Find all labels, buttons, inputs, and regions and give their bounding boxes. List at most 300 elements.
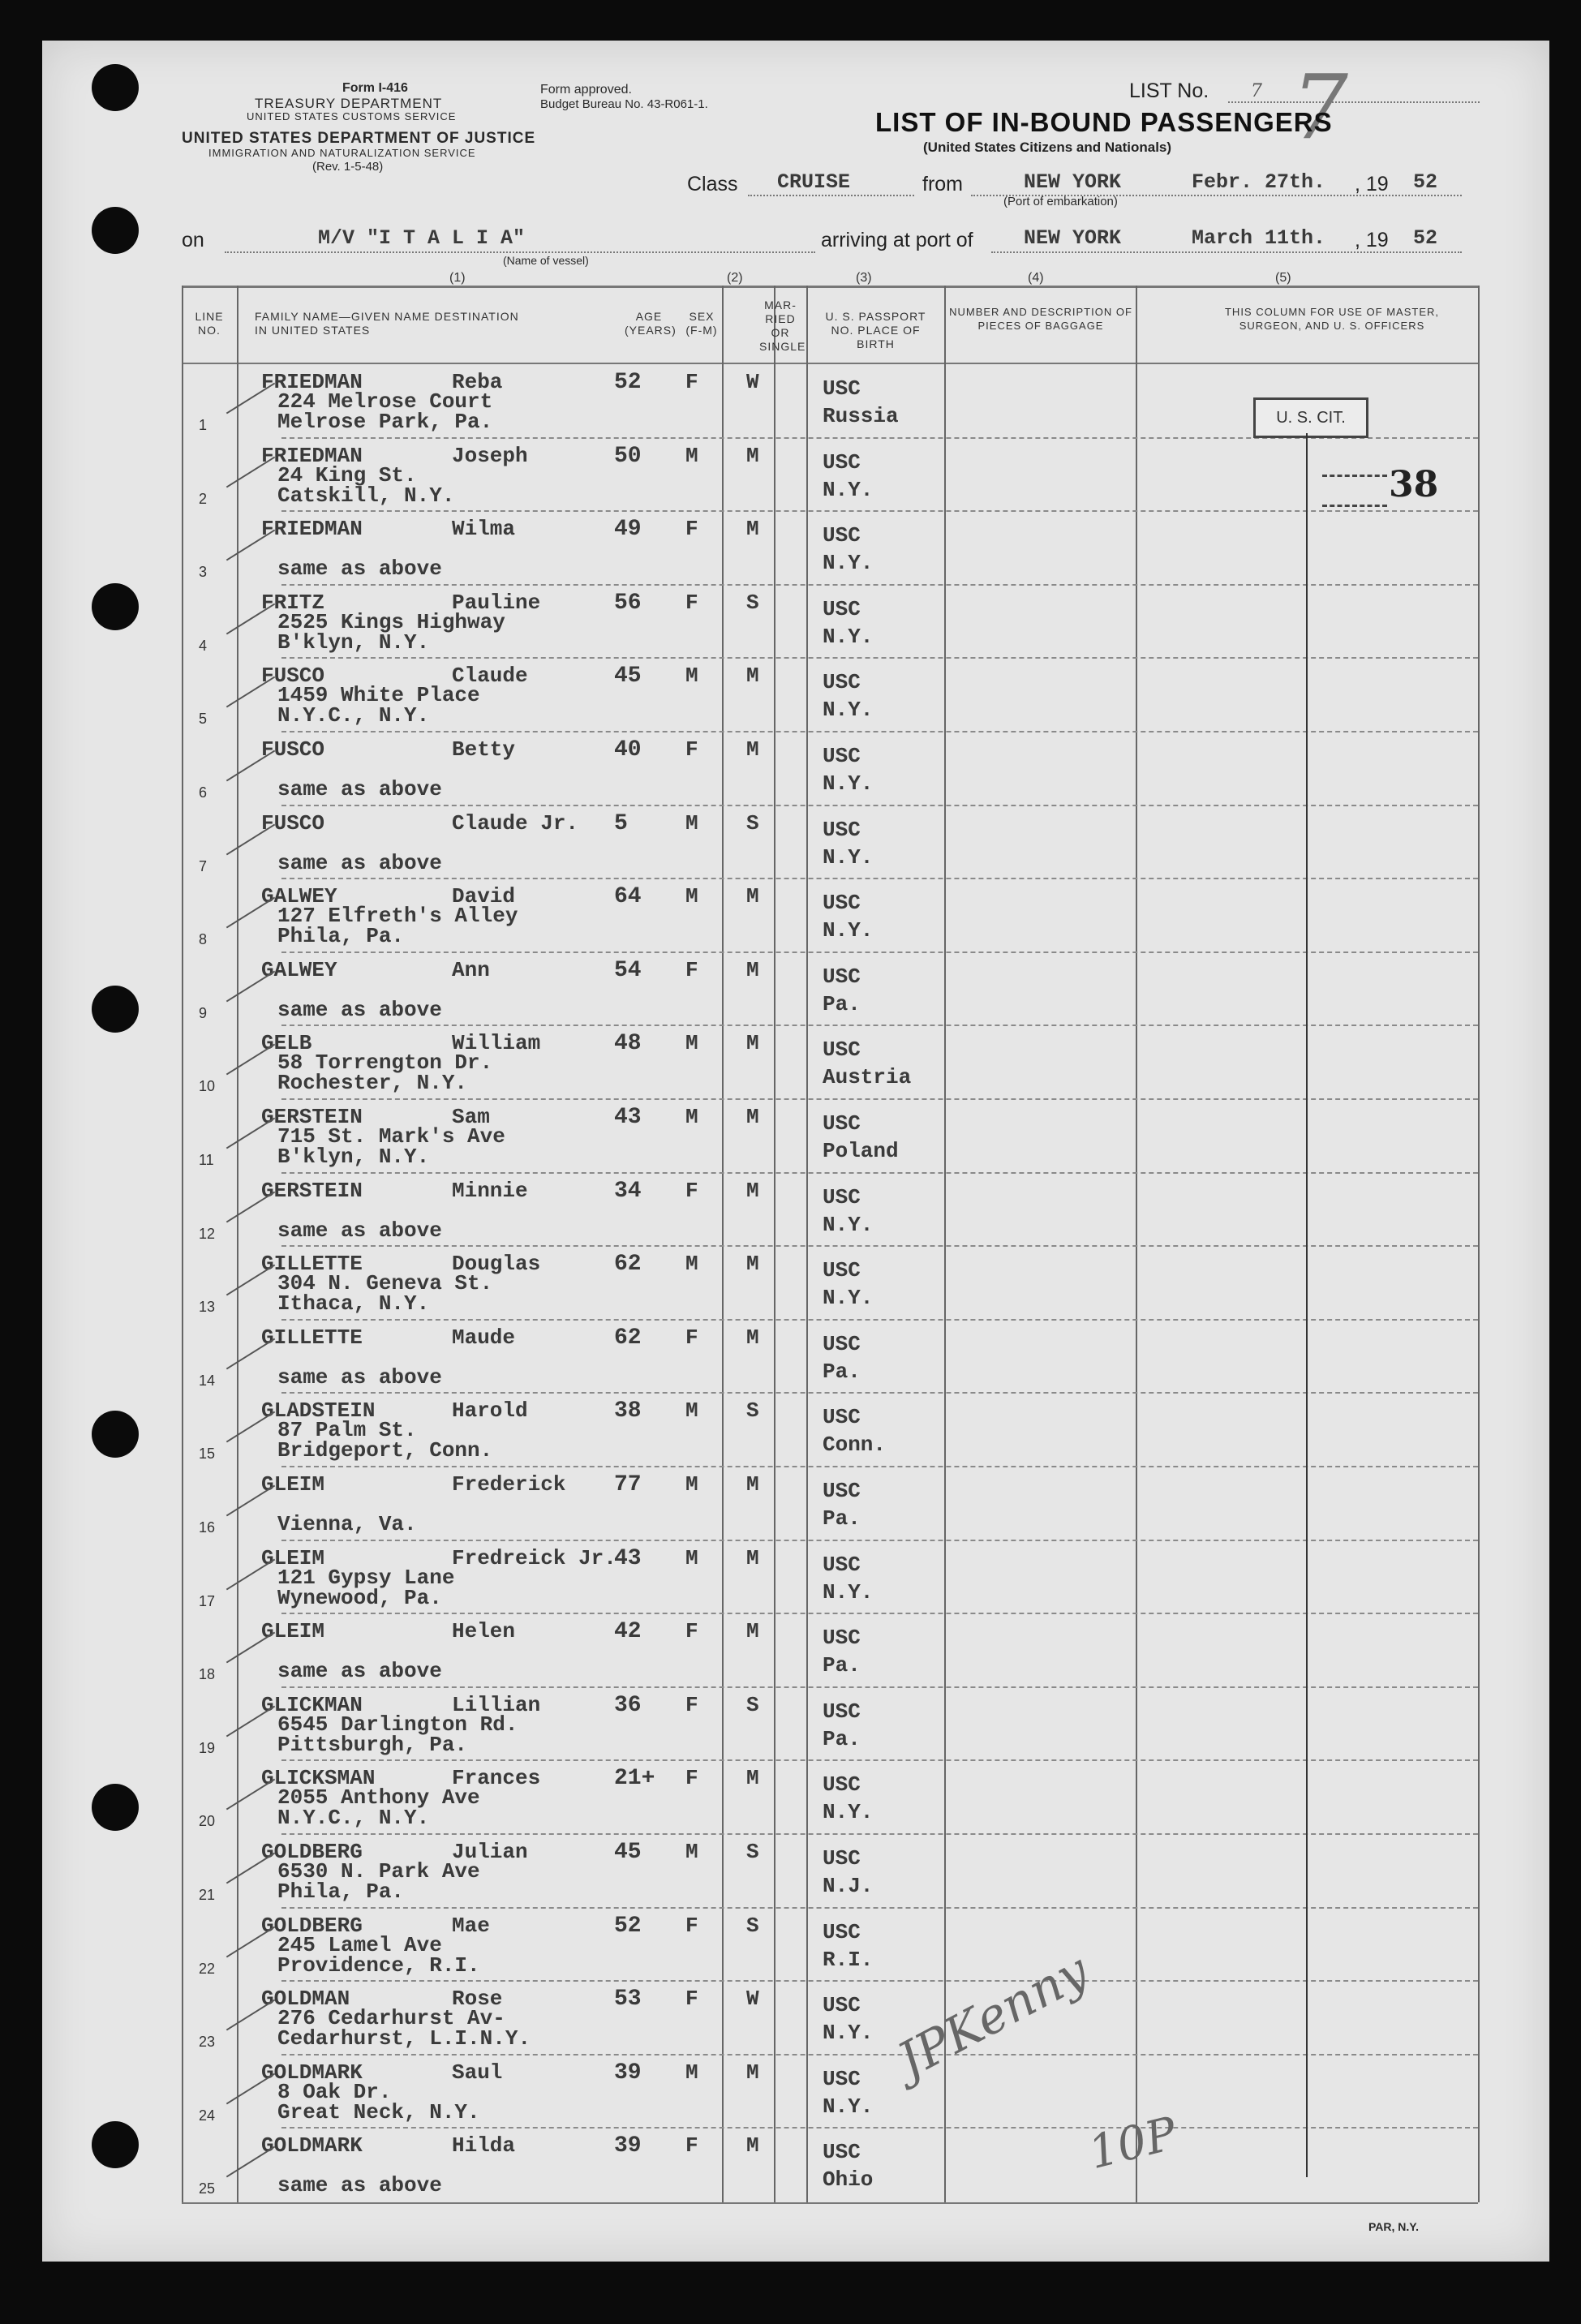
treasury-department: TREASURY DEPARTMENT xyxy=(255,96,443,111)
sex-value: M xyxy=(685,1105,698,1129)
column-number-4: (4) xyxy=(1028,271,1044,285)
family-name: FUSCO xyxy=(261,737,325,762)
birthplace-value: Poland xyxy=(823,1139,899,1163)
given-name: Rose xyxy=(452,1987,503,2012)
marital-status: M xyxy=(746,1031,759,1056)
printer-mark: PAR, N.Y. xyxy=(1368,2220,1419,2233)
family-name: GOLDMARK xyxy=(261,2060,363,2085)
birthplace-value: N.Y. xyxy=(823,918,874,943)
destination-street: 6530 N. Park Ave xyxy=(277,1859,480,1884)
destination-street: 127 Elfreth's Alley xyxy=(277,904,518,929)
sex-value: M xyxy=(685,1031,698,1056)
family-name: GALWEY xyxy=(261,957,337,982)
check-mark xyxy=(226,1044,275,1076)
check-mark xyxy=(226,1485,275,1517)
passport-value: USC xyxy=(823,1111,861,1136)
destination-city: Rochester, N.Y. xyxy=(277,1071,468,1096)
destination-city: Ithaca, N.Y. xyxy=(277,1291,430,1317)
sex-value: F xyxy=(685,1692,698,1717)
passenger-row xyxy=(42,1688,1549,1761)
age-value: 54 xyxy=(614,957,642,983)
check-mark xyxy=(226,383,275,415)
line-number: 9 xyxy=(199,1004,208,1021)
passport-value: USC xyxy=(823,1184,861,1209)
age-value: 45 xyxy=(614,664,642,689)
margin-number: 38 xyxy=(1389,464,1439,505)
arrival-line xyxy=(991,251,1462,253)
destination-city: same as above xyxy=(277,777,442,801)
destination-street: 8 Oak Dr. xyxy=(277,2079,392,2104)
line-number: 20 xyxy=(199,1813,216,1830)
marital-status: W xyxy=(746,370,759,394)
birthplace-value: N.Y. xyxy=(823,1800,874,1825)
passenger-row xyxy=(42,1761,1549,1834)
marital-status: S xyxy=(746,1398,759,1424)
destination-street: 24 King St. xyxy=(277,462,417,488)
form-number: Form I-416 xyxy=(342,81,408,95)
line-number: 10 xyxy=(199,1078,216,1095)
table-top-border xyxy=(182,286,1478,288)
check-mark xyxy=(226,1265,275,1296)
from-label: from xyxy=(922,173,963,195)
marital-status: M xyxy=(746,2133,759,2159)
marital-status: M xyxy=(746,1252,759,1277)
destination-street: 224 Melrose Court xyxy=(277,389,493,414)
marital-status: M xyxy=(746,1178,759,1203)
passenger-row xyxy=(42,586,1549,659)
marital-status: S xyxy=(746,1913,759,1938)
passport-value: USC xyxy=(823,523,861,548)
list-number-handwritten: 7 xyxy=(1291,55,1348,159)
destination-street: 6545 Darlington Rd. xyxy=(277,1712,518,1737)
check-mark xyxy=(226,1118,275,1149)
family-name: GLICKSMAN xyxy=(261,1766,376,1791)
check-mark xyxy=(226,2073,275,2104)
form-approved: Form approved. xyxy=(540,83,632,97)
destination-street: 304 N. Geneva St. xyxy=(277,1271,493,1296)
line-number: 21 xyxy=(199,1887,216,1903)
birthplace-value: Austria xyxy=(823,1065,912,1090)
family-name: GERSTEIN xyxy=(261,1178,363,1203)
age-value: 64 xyxy=(614,884,642,910)
passport-value: USC xyxy=(823,2066,861,2091)
family-name: GOLDBERG xyxy=(261,1840,363,1864)
check-mark xyxy=(226,603,275,634)
age-value: 43 xyxy=(614,1105,642,1130)
passport-value: USC xyxy=(823,1405,861,1430)
check-mark xyxy=(226,1411,275,1443)
sex-value: F xyxy=(685,1619,698,1644)
destination-street: 1459 White Place xyxy=(277,683,480,708)
check-mark xyxy=(226,897,275,929)
family-name: GELB xyxy=(261,1031,312,1056)
sex-value: F xyxy=(685,517,698,542)
line-number: 5 xyxy=(199,711,208,728)
line-number: 25 xyxy=(199,2180,216,2197)
check-mark xyxy=(226,1853,275,1884)
on-label: on xyxy=(182,229,204,251)
line-number: 12 xyxy=(199,1225,216,1242)
destination-city: same as above xyxy=(277,850,442,875)
age-value: 42 xyxy=(614,1619,642,1645)
birthplace-value: Conn. xyxy=(823,1433,887,1458)
check-mark xyxy=(226,2000,275,2031)
list-number: 7 xyxy=(1251,81,1262,101)
header-passport: U. S. PASSPORT NO. PLACE OF BIRTH xyxy=(825,310,926,350)
sex-value: M xyxy=(685,1545,698,1570)
passenger-row xyxy=(42,953,1549,1026)
passport-value: USC xyxy=(823,1552,861,1577)
passport-value: USC xyxy=(823,670,861,695)
age-value: 36 xyxy=(614,1692,642,1718)
marital-status: M xyxy=(746,1545,759,1570)
line-number: 19 xyxy=(199,1739,216,1756)
justice-department: UNITED STATES DEPARTMENT OF JUSTICE xyxy=(182,130,536,147)
line-number: 2 xyxy=(199,490,208,507)
sex-value: M xyxy=(685,2060,698,2085)
header-married: MAR- RIED OR SINGLE xyxy=(759,299,806,353)
age-value: 39 xyxy=(614,2133,642,2159)
line-number: 3 xyxy=(199,564,208,581)
passenger-row xyxy=(42,1174,1549,1247)
destination-city: same as above xyxy=(277,997,442,1022)
header-officers: THIS COLUMN FOR USE OF MASTER, SURGEON, AND U. S. OFFICERS xyxy=(1224,306,1439,332)
sex-value: M xyxy=(685,884,698,909)
given-name: Sam xyxy=(452,1105,490,1129)
passport-value: USC xyxy=(823,1993,861,2018)
birthplace-value: N.Y. xyxy=(823,1212,874,1237)
birthplace-value: N.Y. xyxy=(823,477,874,502)
customs-service: UNITED STATES CUSTOMS SERVICE xyxy=(247,110,457,122)
destination-street: 715 St. Mark's Ave xyxy=(277,1124,505,1149)
birthplace-value: N.Y. xyxy=(823,2094,874,2119)
marital-status: M xyxy=(746,737,759,762)
line-number: 4 xyxy=(199,637,208,654)
header-line-no: LINE NO. xyxy=(195,310,224,337)
birthplace-value: N.Y. xyxy=(823,1579,874,1604)
year-prefix-2: , 19 xyxy=(1355,229,1389,251)
age-value: 38 xyxy=(614,1398,642,1424)
passport-value: USC xyxy=(823,449,861,475)
given-name: Wilma xyxy=(452,517,516,542)
birthplace-value: Pa. xyxy=(823,1506,861,1531)
passport-value: USC xyxy=(823,891,861,916)
marital-status: M xyxy=(746,957,759,982)
us-citizen-stamp: U. S. CIT. xyxy=(1253,397,1368,438)
family-name: GOLDMARK xyxy=(261,2133,363,2159)
destination-city: same as above xyxy=(277,1218,442,1243)
birthplace-value: N.Y. xyxy=(823,844,874,870)
passenger-row xyxy=(42,1321,1549,1394)
check-mark xyxy=(226,1632,275,1664)
sex-value: M xyxy=(685,1252,698,1277)
destination-city: Pittsburgh, Pa. xyxy=(277,1732,468,1757)
family-name: GILLETTE xyxy=(261,1325,363,1350)
check-mark xyxy=(226,1779,275,1811)
list-number-line xyxy=(1228,101,1480,103)
age-value: 34 xyxy=(614,1178,642,1204)
age-value: 62 xyxy=(614,1325,642,1351)
destination-city: Providence, R.I. xyxy=(277,1952,480,1978)
destination-city: N.Y.C., N.Y. xyxy=(277,1806,430,1831)
passport-value: USC xyxy=(823,1331,861,1356)
passenger-row xyxy=(42,2129,1549,2202)
marital-status: M xyxy=(746,1766,759,1791)
passport-value: USC xyxy=(823,1772,861,1798)
birthplace-value: N.Y. xyxy=(823,624,874,649)
sex-value: M xyxy=(685,443,698,468)
line-number: 14 xyxy=(199,1372,216,1389)
destination-city: Great Neck, N.Y. xyxy=(277,2099,480,2124)
header-sex: SEX (F-M) xyxy=(685,310,718,337)
year-prefix-1: , 19 xyxy=(1355,173,1389,195)
family-name: FUSCO xyxy=(261,664,325,689)
sex-value: F xyxy=(685,370,698,394)
line-number: 16 xyxy=(199,1519,216,1536)
passenger-row xyxy=(42,1100,1549,1173)
given-name: Helen xyxy=(452,1619,516,1644)
line-number: 11 xyxy=(199,1152,214,1168)
manifest-page xyxy=(42,41,1549,2262)
family-name: FRIEDMAN xyxy=(261,517,363,542)
sex-value: M xyxy=(685,1840,698,1864)
destination-city: Cedarhurst, L.I.N.Y. xyxy=(277,2026,531,2051)
list-number-label: LIST No. xyxy=(1129,79,1209,102)
birthplace-value: N.J. xyxy=(823,1874,874,1898)
age-value: 52 xyxy=(614,1913,642,1939)
line-number: 22 xyxy=(199,1960,216,1977)
page-subtitle: (United States Citizens and Nationals) xyxy=(923,140,1172,155)
family-name: GLADSTEIN xyxy=(261,1398,376,1424)
budget-bureau: Budget Bureau No. 43-R061-1. xyxy=(540,97,708,111)
sex-value: F xyxy=(685,957,698,982)
given-name: William xyxy=(452,1031,541,1056)
sex-value: M xyxy=(685,810,698,836)
family-name: FRITZ xyxy=(261,590,325,615)
passenger-row xyxy=(42,1026,1549,1099)
vessel-name: M/V "I T A L I A" xyxy=(318,226,526,250)
sex-value: F xyxy=(685,2133,698,2159)
passport-value: USC xyxy=(823,1919,861,1944)
marital-status: M xyxy=(746,664,759,689)
given-name: Ann xyxy=(452,957,490,982)
marital-status: M xyxy=(746,1619,759,1644)
binder-hole xyxy=(92,64,139,111)
marital-status: M xyxy=(746,2060,759,2085)
header-bottom-border xyxy=(182,363,1478,364)
embarkation-caption: (Port of embarkation) xyxy=(1003,195,1118,208)
age-value: 49 xyxy=(614,517,642,543)
margin-dash xyxy=(1322,475,1387,477)
age-value: 62 xyxy=(614,1252,642,1278)
passenger-row xyxy=(42,1614,1549,1687)
family-name: GLEIM xyxy=(261,1619,325,1644)
passenger-row xyxy=(42,879,1549,952)
sex-value: M xyxy=(685,1472,698,1497)
header-name: FAMILY NAME—GIVEN NAME DESTINATION IN UNITED STATES xyxy=(255,310,519,337)
marital-status: S xyxy=(746,810,759,836)
passport-value: USC xyxy=(823,1258,861,1283)
destination-street: 2525 Kings Highway xyxy=(277,609,505,634)
passenger-row xyxy=(42,1909,1549,1982)
family-name: GALWEY xyxy=(261,884,337,909)
check-mark xyxy=(226,1338,275,1369)
officer-check-line xyxy=(1306,433,1308,2177)
birthplace-value: N.Y. xyxy=(823,2021,874,2046)
destination-city: Wynewood, Pa. xyxy=(277,1585,442,1610)
birthplace-value: N.Y. xyxy=(823,551,874,576)
destination-city: B'klyn, N.Y. xyxy=(277,1145,430,1169)
passenger-row xyxy=(42,1247,1549,1320)
given-name: Claude Jr. xyxy=(452,810,579,836)
check-mark xyxy=(226,970,275,1002)
class-value: CRUISE xyxy=(777,170,851,194)
sex-value: F xyxy=(685,1913,698,1938)
line-number: 24 xyxy=(199,2107,216,2124)
passport-value: USC xyxy=(823,1626,861,1651)
arrival-date: March 11th. xyxy=(1192,226,1326,250)
line-number: 6 xyxy=(199,784,208,801)
given-name: Reba xyxy=(452,370,503,394)
given-name: David xyxy=(452,884,516,909)
sex-value: F xyxy=(685,1325,698,1350)
destination-street: 121 Gypsy Lane xyxy=(277,1565,455,1590)
age-value: 56 xyxy=(614,590,642,616)
destination-street: 245 Lamel Ave xyxy=(277,1932,442,1957)
line-number: 8 xyxy=(199,931,208,948)
check-mark xyxy=(226,1926,275,1957)
given-name: Frances xyxy=(452,1766,541,1791)
arriving-label: arriving at port of xyxy=(821,229,973,251)
line-number: 23 xyxy=(199,2034,216,2051)
officer-initials: 10P xyxy=(1083,2107,1183,2180)
destination-city: B'klyn, N.Y. xyxy=(277,629,430,655)
check-mark xyxy=(226,2146,275,2178)
given-name: Julian xyxy=(452,1840,528,1864)
departure-year: 52 xyxy=(1413,170,1438,194)
family-name: FRIEDMAN xyxy=(261,370,363,394)
destination-city: Bridgeport, Conn. xyxy=(277,1438,493,1463)
sex-value: M xyxy=(685,1398,698,1424)
passport-value: USC xyxy=(823,964,861,989)
destination-city: same as above xyxy=(277,2173,442,2198)
passport-value: USC xyxy=(823,376,861,401)
passport-value: USC xyxy=(823,1846,861,1871)
given-name: Maude xyxy=(452,1325,516,1350)
birthplace-value: N.Y. xyxy=(823,771,874,796)
passport-value: USC xyxy=(823,817,861,842)
destination-city: Melrose Park, Pa. xyxy=(277,410,493,434)
officer-signature: JPKenny xyxy=(888,1942,1098,2090)
age-value: 48 xyxy=(614,1031,642,1057)
age-value: 52 xyxy=(614,370,642,395)
passport-value: USC xyxy=(823,1479,861,1503)
given-name: Hilda xyxy=(452,2133,516,2159)
passenger-row xyxy=(42,512,1549,585)
arrival-port: NEW YORK xyxy=(1024,226,1122,250)
sex-value: F xyxy=(685,590,698,615)
family-name: GLEIM xyxy=(261,1472,325,1497)
family-name: GOLDBERG xyxy=(261,1913,363,1938)
column-number-5: (5) xyxy=(1275,271,1291,285)
destination-street: 58 Torrengton Dr. xyxy=(277,1050,493,1076)
passport-value: USC xyxy=(823,596,861,621)
sex-value: F xyxy=(685,1766,698,1791)
given-name: Minnie xyxy=(452,1178,528,1203)
line-number: 15 xyxy=(199,1446,216,1463)
birthplace-value: N.Y. xyxy=(823,1286,874,1311)
marital-status: M xyxy=(746,443,759,468)
check-mark xyxy=(226,1558,275,1590)
check-mark xyxy=(226,750,275,782)
given-name: Pauline xyxy=(452,590,541,615)
header-baggage: NUMBER AND DESCRIPTION OF PIECES OF BAGGAGE xyxy=(949,306,1132,332)
age-value: 40 xyxy=(614,737,642,762)
margin-dash xyxy=(1322,505,1387,507)
check-mark xyxy=(226,530,275,561)
class-label: Class xyxy=(687,173,738,195)
birthplace-value: Ohio xyxy=(823,2167,874,2193)
birthplace-value: Russia xyxy=(823,404,899,428)
destination-street: 87 Palm St. xyxy=(277,1418,417,1443)
age-value: 77 xyxy=(614,1472,642,1497)
destination-city: Phila, Pa. xyxy=(277,1879,405,1904)
embarkation-port: NEW YORK xyxy=(1024,170,1122,194)
given-name: Claude xyxy=(452,664,528,689)
destination-city: Catskill, N.Y. xyxy=(277,483,455,508)
given-name: Saul xyxy=(452,2060,503,2085)
sex-value: F xyxy=(685,1178,698,1203)
marital-status: S xyxy=(746,590,759,615)
passport-value: USC xyxy=(823,1037,861,1063)
given-name: Lillian xyxy=(452,1692,541,1717)
destination-city: N.Y.C., N.Y. xyxy=(277,703,430,728)
age-value: 45 xyxy=(614,1840,642,1865)
destination-city: same as above xyxy=(277,1364,442,1390)
birthplace-value: Pa. xyxy=(823,1653,861,1678)
passenger-row xyxy=(42,732,1549,805)
marital-status: M xyxy=(746,1325,759,1350)
passenger-row xyxy=(42,1541,1549,1614)
line-number: 13 xyxy=(199,1299,216,1316)
marital-status: M xyxy=(746,884,759,909)
passenger-row xyxy=(42,1467,1549,1540)
passenger-row xyxy=(42,2056,1549,2129)
passenger-row xyxy=(42,1835,1549,1908)
age-value: 21+ xyxy=(614,1766,655,1792)
marital-status: M xyxy=(746,517,759,542)
table-bottom-border xyxy=(182,2202,1478,2204)
passenger-row xyxy=(42,1394,1549,1467)
age-value: 53 xyxy=(614,1987,642,2013)
marital-status: S xyxy=(746,1840,759,1864)
given-name: Frederick xyxy=(452,1472,566,1497)
family-name: GLICKMAN xyxy=(261,1692,363,1717)
age-value: 50 xyxy=(614,443,642,469)
binder-hole xyxy=(92,207,139,254)
check-mark xyxy=(226,456,275,488)
column-number-3: (3) xyxy=(856,271,872,285)
destination-city: same as above xyxy=(277,556,442,582)
given-name: Fredreick Jr. xyxy=(452,1545,617,1570)
vessel-caption: (Name of vessel) xyxy=(503,254,589,267)
check-mark xyxy=(226,677,275,708)
destination-city: Vienna, Va. xyxy=(277,1512,417,1536)
check-mark xyxy=(226,1705,275,1737)
family-name: FUSCO xyxy=(261,810,325,836)
header-age: AGE (YEARS) xyxy=(625,310,677,337)
passenger-row xyxy=(42,806,1549,879)
